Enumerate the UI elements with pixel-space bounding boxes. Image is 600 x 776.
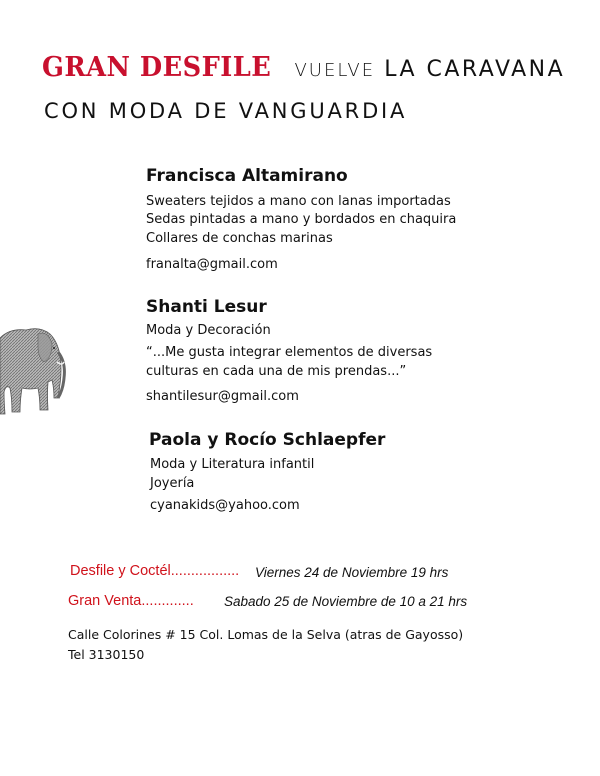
address: Calle Colorines # 15 Col. Lomas de la Selva (atras de Gayosso) (68, 627, 464, 642)
exhibitor-detail: Sedas pintadas a mano y bordados en chaquira (146, 212, 457, 227)
exhibitor-detail: Joyería (150, 476, 195, 491)
exhibitor-detail: Sweaters tejidos a mano con lanas importadas (146, 194, 451, 209)
exhibitor-name: Francisca Altamirano (146, 166, 348, 186)
event-date-desfile: Viernes 24 de Noviembre 19 hrs (255, 565, 449, 580)
exhibitor-name: Shanti Lesur (146, 297, 267, 317)
event-label-desfile: Desfile y Coctél................. (70, 563, 240, 579)
phone: Tel 3130150 (68, 647, 145, 662)
headline-caravana: LA CARAVANA (384, 57, 566, 82)
exhibitor-email[interactable]: cyanakids@yahoo.com (150, 498, 300, 513)
exhibitor-detail: Moda y Decoración (146, 323, 271, 338)
exhibitor-email[interactable]: shantilesur@gmail.com (146, 389, 299, 404)
elephant-icon (0, 318, 70, 418)
exhibitor-detail: “...Me gusta integrar elementos de diversas (146, 345, 433, 360)
headline-line-1 (42, 52, 565, 83)
exhibitor-detail: Collares de conchas marinas (146, 231, 333, 246)
exhibitor-detail: Moda y Literatura infantil (150, 457, 315, 472)
event-date-venta: Sabado 25 de Noviembre de 10 a 21 hrs (224, 594, 468, 609)
headline-vuelve: VUELVE (294, 60, 376, 81)
exhibitor-name: Paola y Rocío Schlaepfer (149, 430, 386, 450)
exhibitor-detail: culturas en cada una de mis prendas...” (146, 364, 407, 379)
headline-line-2: CON MODA DE VANGUARDIA (44, 99, 408, 123)
exhibitor-email[interactable]: franalta@gmail.com (146, 257, 278, 272)
event-label-venta: Gran Venta............. (68, 593, 194, 609)
event-title: GRAN DESFILE (42, 52, 272, 83)
